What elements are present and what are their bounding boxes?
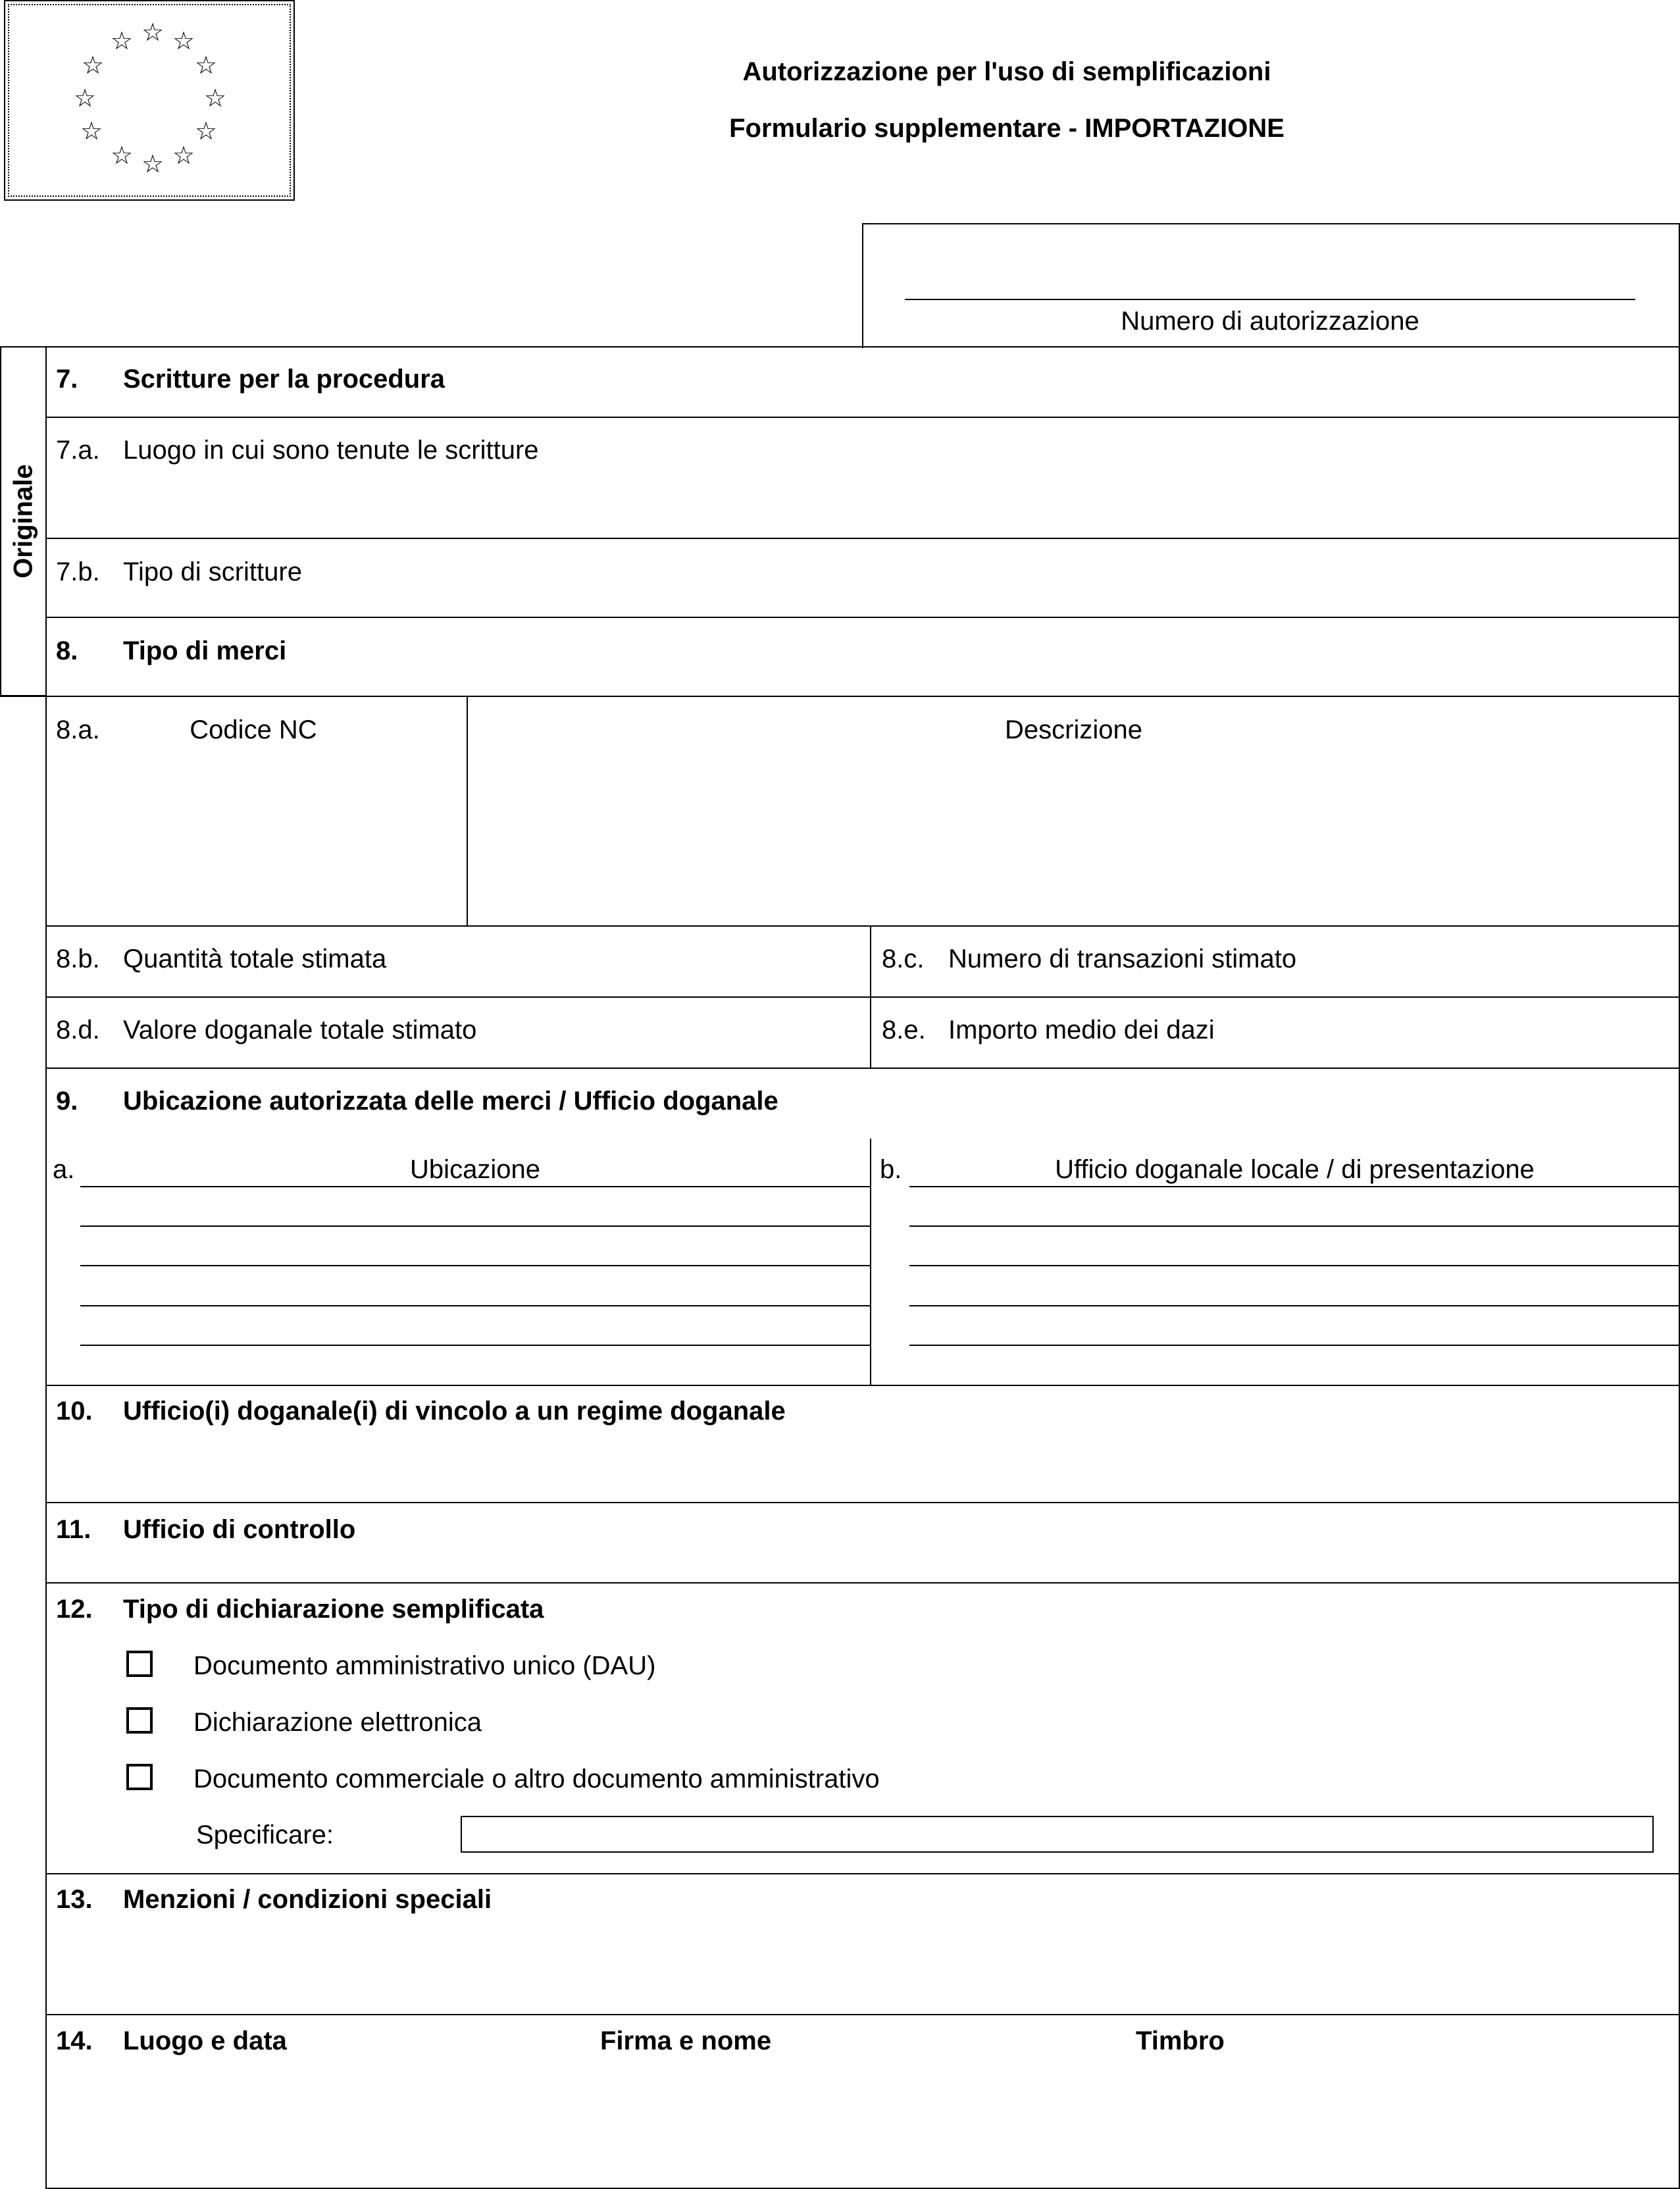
stamp-label: Timbro <box>1136 2026 1225 2055</box>
dau-checkbox[interactable] <box>126 1651 153 1677</box>
section-12-title: Tipo di dichiarazione semplificata <box>123 1595 544 1624</box>
star-icon: ☆ <box>204 84 227 113</box>
section-8b-label: Quantità totale stimata <box>123 944 387 973</box>
section-13-title: Menzioni / condizioni speciali <box>123 1885 492 1914</box>
commercial-document-label: Documento commerciale o altro documento amministrativo <box>193 1764 880 1793</box>
section-14-number: 14. <box>56 2026 93 2055</box>
section-7a-label: Luogo in cui sono tenute le scritture <box>123 436 539 465</box>
star-icon: ☆ <box>111 141 134 170</box>
star-icon: ☆ <box>111 26 134 55</box>
star-icon: ☆ <box>141 18 165 47</box>
section-8b-number: 8.b. <box>56 944 100 973</box>
authorization-number-label: Numero di autorizzazione <box>1121 307 1419 336</box>
section-10-title: Ufficio(i) doganale(i) di vincolo a un regime doganale <box>123 1397 786 1426</box>
section-8d-label: Valore doganale totale stimato <box>123 1016 477 1044</box>
section-12-number: 12. <box>56 1595 93 1624</box>
commercial-document-checkbox[interactable] <box>126 1764 153 1790</box>
location-line[interactable] <box>80 1186 870 1187</box>
star-icon: ☆ <box>172 26 195 55</box>
location-line[interactable] <box>80 1345 870 1346</box>
specify-input[interactable] <box>461 1816 1654 1853</box>
customs-office-line[interactable] <box>909 1345 1680 1346</box>
section-9a-letter: a. <box>53 1155 75 1184</box>
customs-office-line[interactable] <box>909 1225 1680 1227</box>
section-11-title: Ufficio di controllo <box>123 1515 356 1544</box>
section-11-number: 11. <box>56 1515 91 1544</box>
location-line[interactable] <box>80 1305 870 1306</box>
star-icon: ☆ <box>74 84 97 113</box>
star-icon: ☆ <box>80 116 103 145</box>
form-subtitle: Formulario supplementare - IMPORTAZIONE <box>729 114 1285 143</box>
customs-office-line[interactable] <box>909 1186 1680 1187</box>
star-icon: ☆ <box>172 141 195 170</box>
place-date-label: Luogo e data <box>123 2026 287 2055</box>
signature-name-label: Firma e nome <box>600 2026 772 2055</box>
section-9b-letter: b. <box>880 1155 902 1184</box>
star-icon: ☆ <box>82 51 105 80</box>
star-icon: ☆ <box>195 51 218 80</box>
star-icon: ☆ <box>141 149 165 178</box>
nc-code-header: Codice NC <box>190 715 317 744</box>
form-title: Autorizzazione per l'uso di semplificazioni <box>742 57 1271 86</box>
section-8e-number: 8.e. <box>882 1016 926 1044</box>
section-9-number: 9. <box>56 1087 78 1116</box>
section-8d-number: 8.d. <box>56 1016 100 1044</box>
electronic-declaration-label: Dichiarazione elettronica <box>193 1708 482 1737</box>
section-8c-label: Numero di transazioni stimato <box>948 944 1297 973</box>
section-10-number: 10. <box>56 1397 93 1426</box>
location-line[interactable] <box>80 1225 870 1227</box>
location-line[interactable] <box>80 1265 870 1266</box>
section-8c-number: 8.c. <box>882 944 925 973</box>
section-9-title: Ubicazione autorizzata delle merci / Ufficio doganale <box>123 1087 778 1116</box>
description-header: Descrizione <box>1005 715 1142 744</box>
section-7a-number: 7.a. <box>56 436 100 465</box>
section-7-title: Scritture per la procedura <box>123 365 445 394</box>
specify-label: Specificare: <box>196 1820 334 1849</box>
customs-office-line[interactable] <box>909 1305 1680 1306</box>
customs-office-line[interactable] <box>909 1265 1680 1266</box>
location-header: Ubicazione <box>410 1155 540 1184</box>
dau-option-label: Documento amministrativo unico (DAU) <box>193 1651 656 1680</box>
section-7b-number: 7.b. <box>56 557 100 586</box>
eu-flag-emblem <box>4 0 295 201</box>
section-13-number: 13. <box>56 1885 93 1914</box>
section-8a-number: 8.a. <box>56 715 100 744</box>
section-8-title: Tipo di merci <box>123 636 287 665</box>
section-8-number: 8. <box>56 636 78 665</box>
authorization-number-line[interactable] <box>905 299 1635 300</box>
section-7b-label: Tipo di scritture <box>123 557 302 586</box>
section-7-number: 7. <box>56 365 78 394</box>
star-icon: ☆ <box>195 116 218 145</box>
side-label-originale: Originale <box>9 464 38 579</box>
customs-office-header: Ufficio doganale locale / di presentazione <box>1055 1155 1535 1184</box>
side-label-box <box>0 346 47 696</box>
electronic-declaration-checkbox[interactable] <box>126 1707 153 1734</box>
section-8e-label: Importo medio dei dazi <box>948 1016 1215 1044</box>
